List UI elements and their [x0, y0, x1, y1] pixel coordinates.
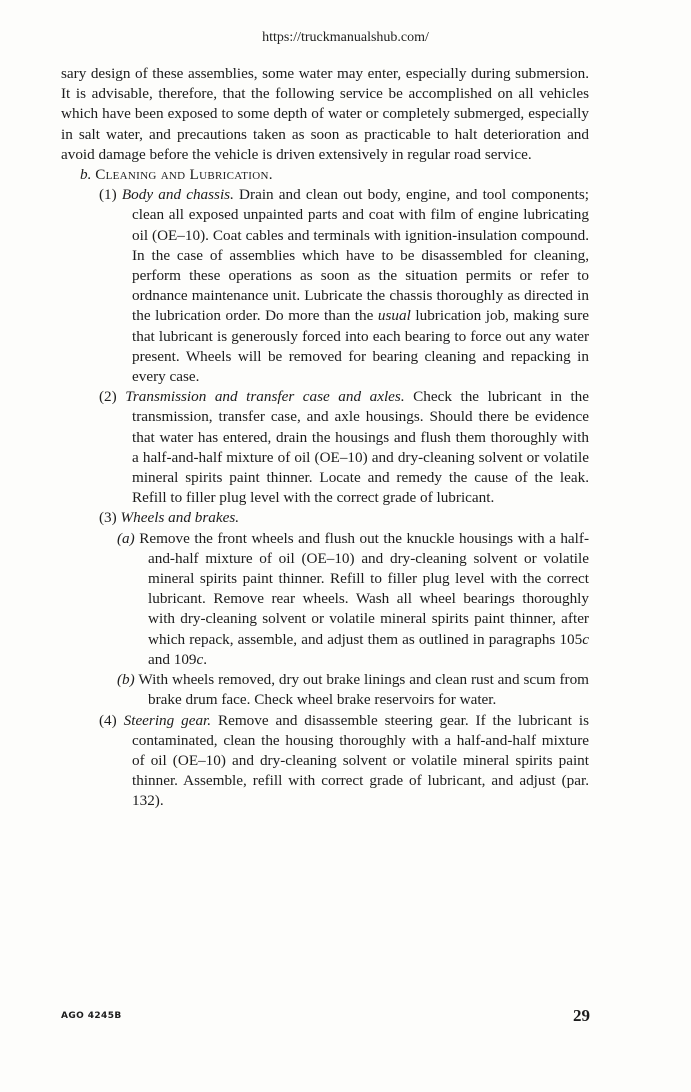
page-number: 29	[573, 1006, 590, 1025]
item-3a-end: .	[203, 650, 208, 668]
item-3a-ref1: c	[582, 630, 589, 648]
body-text	[61, 64, 589, 812]
item-1-number: (1)	[99, 186, 117, 204]
item-3-heading: Wheels and brakes.	[120, 509, 240, 527]
item-1	[61, 185, 589, 387]
item-3-number: (3)	[99, 509, 117, 527]
item-3a	[61, 529, 589, 670]
item-2-text: Check the lubricant in the transmission, transfer case, and axle housings. Should there be evidence that water has entered, drain the housings and flush them thoroughly with a half-and-half mixture of oil (OE–10) and dry-cleaning solvent or volatile mineral spirits paint thinner. Locate and remedy the cause of the leak. Refill to filler plug level with the correct grade of lubricant.	[132, 388, 590, 507]
item-3a-text: Remove the front wheels and flush out the knuckle housings with a half-and-half mixture of oil (OE–10) and dry-cleaning solvent or volatile mineral spirits paint thinner. Refill to filler plug level with the correct lubricant. Remove rear wheels. Wash all wheel bearings thoroughly with dry-cleaning solvent or volatile mineral spirits paint thinner, after which repack, assemble, and adjust them as outlined in paragraphs 105	[134, 529, 589, 648]
item-3a-label: (a)	[117, 529, 135, 547]
item-2-heading: Transmission and transfer case and axles.	[125, 388, 405, 406]
item-3b-text: With wheels removed, dry out brake linings and clean rust and scum from brake drum face. Check wheel brake reservoirs for water.	[134, 671, 589, 709]
item-4-number: (4)	[99, 711, 117, 729]
item-3b-label: (b)	[117, 671, 135, 689]
item-1-text-cont: lubrication job, making sure that lubricant is generously forced into each bearing to force out any water present. Wheels will be removed for bearing cleaning and repacking in every case.	[132, 307, 589, 386]
item-2-number: (2)	[99, 388, 117, 406]
item-2	[61, 387, 589, 508]
item-1-emphasis: usual	[377, 307, 411, 325]
footer-ago-code: AGO 4245B	[61, 1011, 122, 1021]
section-b-label: b.	[80, 166, 92, 184]
item-3-heading-line	[61, 508, 589, 528]
item-4	[61, 711, 589, 812]
item-1-text: Drain and clean out body, engine, and tool components; clean all exposed unpainted parts and coat with film of engine lubricating oil (OE–10). Coat cables and terminals with ignition-insulation compound. In the case of assemblies which have to be disassembled for cleaning, perform these operations as soon as the situation permits or refer to ordnance maintenance unit. Lubricate the chassis thoroughly as directed in the lubrication order. Do more than the	[132, 186, 589, 325]
item-3a-ref2: c	[196, 650, 204, 668]
item-3a-mid: and 109	[148, 650, 197, 668]
item-4-text: Remove and disassemble steering gear. If the lubricant is contaminated, clean the housing thoroughly with a half-and-half mixture of oil (OE–10) and dry-cleaning solvent or volatile mineral spirits paint thinner. Assemble, refill with correct grade of lubricant, and adjust (par. 132).	[132, 711, 590, 810]
section-b-title: Cleaning and Lubrication.	[95, 166, 273, 184]
item-1-heading: Body and chassis.	[121, 186, 234, 204]
header-url: https://truckmanualshub.com/	[262, 30, 429, 45]
section-b-heading	[61, 165, 589, 185]
item-3b	[61, 670, 589, 710]
intro-paragraph: sary design of these assemblies, some water may enter, especially during submersion. It is advisable, therefore, that the following service be accomplished on all vehicles which have been exposed to some depth of water or completely submerged, especially in salt water, and precautions taken as soon as practicable to halt deterioration and avoid damage before the vehicle is driven extensively in regular road service.	[61, 65, 589, 163]
item-4-heading: Steering gear.	[123, 711, 212, 729]
